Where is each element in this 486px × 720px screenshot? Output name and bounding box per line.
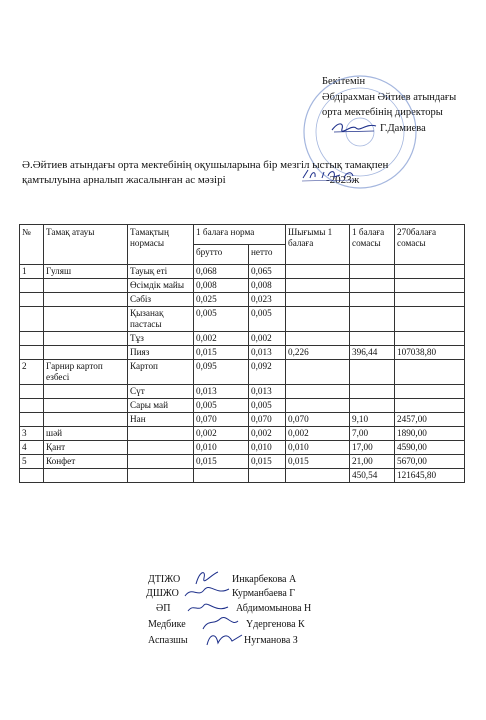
row-number: [20, 332, 44, 346]
cost-one-value: 17,00: [350, 441, 395, 455]
row-number: [20, 293, 44, 307]
yield-value: [286, 385, 350, 399]
row-number: [20, 469, 44, 483]
netto-value: 0,065: [249, 265, 286, 279]
yield-value: [286, 399, 350, 413]
cost-one-value: [350, 293, 395, 307]
row-number: 2: [20, 360, 44, 385]
approval-school: Әбдірахман Әйтиев атындағы: [322, 91, 457, 103]
brutto-value: 0,015: [194, 455, 249, 469]
director-signature-icon: [330, 120, 378, 134]
signer-role: Медбике: [148, 619, 186, 630]
menu-title-line2: қамтылуына арналып жасалынған ас мәзірі: [22, 174, 226, 186]
cost-one-value: [350, 279, 395, 293]
signer-role: Аспазшы: [148, 635, 188, 646]
brutto-value: 0,002: [194, 427, 249, 441]
product-name: Тауық еті: [128, 265, 194, 279]
dish-name: [44, 413, 128, 427]
cost-270-value: [395, 360, 465, 385]
netto-value: 0,005: [249, 307, 286, 332]
table-row: [20, 307, 465, 332]
cost-270-value: [395, 332, 465, 346]
cost-one-value: 396,44: [350, 346, 395, 360]
brutto-value: 0,013: [194, 385, 249, 399]
row-number: 3: [20, 427, 44, 441]
dish-name: [44, 385, 128, 399]
table-row: [20, 279, 465, 293]
brutto-value: 0,095: [194, 360, 249, 385]
dish-name: Гуляш: [44, 265, 128, 279]
netto-value: 0,002: [249, 427, 286, 441]
cost-one-value: [350, 307, 395, 332]
menu-table: [19, 224, 465, 483]
table-row: [20, 455, 465, 469]
brutto-value: 0,015: [194, 346, 249, 360]
dish-name: шәй: [44, 427, 128, 441]
yield-value: [286, 279, 350, 293]
product-name: Картоп: [128, 360, 194, 385]
cost-270-value: 5670,00: [395, 455, 465, 469]
cost-one-value: 7,00: [350, 427, 395, 441]
header-netto: нетто: [249, 245, 286, 265]
row-number: [20, 307, 44, 332]
yield-value: [286, 469, 350, 483]
cost-270-value: 4590,00: [395, 441, 465, 455]
product-name: Нан: [128, 413, 194, 427]
netto-value: 0,092: [249, 360, 286, 385]
approval-director-name: Г.Дамиева: [380, 122, 426, 134]
product-name: [128, 455, 194, 469]
netto-value: 0,008: [249, 279, 286, 293]
dish-name: Қант: [44, 441, 128, 455]
row-number: [20, 279, 44, 293]
cost-270-value: [395, 385, 465, 399]
row-number: [20, 399, 44, 413]
signer-role: ДТІЖО: [148, 574, 181, 585]
cost-one-value: [350, 265, 395, 279]
signer-role: ӘП: [156, 603, 171, 614]
yield-value: [286, 307, 350, 332]
netto-value: 0,013: [249, 346, 286, 360]
cost-270-value: [395, 293, 465, 307]
cost-270-value: [395, 279, 465, 293]
netto-value: 0,013: [249, 385, 286, 399]
table-row: [20, 413, 465, 427]
brutto-value: 0,070: [194, 413, 249, 427]
netto-value: [249, 469, 286, 483]
brutto-value: 0,068: [194, 265, 249, 279]
brutto-value: 0,005: [194, 399, 249, 413]
yield-value: [286, 360, 350, 385]
menu-date: -2023ж: [326, 174, 360, 186]
table-row: [20, 346, 465, 360]
signer-name: Абдимомынова Н: [236, 603, 312, 614]
cost-one-value: [350, 332, 395, 346]
cost-270-value: 1890,00: [395, 427, 465, 441]
menu-table-body: [20, 265, 465, 483]
header-cost-one: 1 балаға сомасы: [350, 225, 395, 265]
dish-name: [44, 279, 128, 293]
product-name: Қызанақ пастасы: [128, 307, 194, 332]
product-name: Сүт: [128, 385, 194, 399]
header-norm: Тамақтың нормасы: [128, 225, 194, 265]
signer-name: Үдергенова К: [246, 619, 305, 630]
dish-name: Конфет: [44, 455, 128, 469]
yield-value: [286, 265, 350, 279]
product-name: Тұз: [128, 332, 194, 346]
cost-one-value: 21,00: [350, 455, 395, 469]
header-dish-name: Тамақ атауы: [44, 225, 128, 265]
cost-270-value: [395, 307, 465, 332]
netto-value: 0,010: [249, 441, 286, 455]
cost-one-value: [350, 385, 395, 399]
dish-name: [44, 399, 128, 413]
brutto-value: [194, 469, 249, 483]
netto-value: 0,015: [249, 455, 286, 469]
signer-name: Инкарбекова А: [232, 574, 297, 585]
cost-270-value: 121645,80: [395, 469, 465, 483]
yield-value: 0,010: [286, 441, 350, 455]
dish-name: [44, 307, 128, 332]
signer-name: Нугманова З: [244, 635, 298, 646]
cost-270-value: 107038,80: [395, 346, 465, 360]
netto-value: 0,070: [249, 413, 286, 427]
header-yield: Шығымы 1 балаға: [286, 225, 350, 265]
brutto-value: 0,005: [194, 307, 249, 332]
yield-value: 0,015: [286, 455, 350, 469]
table-row: [20, 399, 465, 413]
signature-icon: [204, 629, 244, 649]
signer-name: Курманбаева Г: [232, 588, 296, 599]
product-name: [128, 441, 194, 455]
approval-heading: Бекітемін: [322, 76, 366, 87]
header-number: №: [20, 225, 44, 265]
table-header-row: [20, 225, 465, 245]
yield-value: [286, 332, 350, 346]
yield-value: [286, 293, 350, 307]
approval-position: орта мектебінің директоры: [322, 107, 443, 118]
brutto-value: 0,025: [194, 293, 249, 307]
dish-name: [44, 332, 128, 346]
cost-one-value: 9,10: [350, 413, 395, 427]
cost-one-value: 450,54: [350, 469, 395, 483]
cost-270-value: [395, 265, 465, 279]
dish-name: [44, 346, 128, 360]
row-number: [20, 346, 44, 360]
netto-value: 0,005: [249, 399, 286, 413]
row-number: 4: [20, 441, 44, 455]
cost-one-value: [350, 360, 395, 385]
product-name: Сары май: [128, 399, 194, 413]
table-row: [20, 469, 465, 483]
product-name: [128, 469, 194, 483]
table-row: [20, 427, 465, 441]
dish-name: [44, 469, 128, 483]
product-name: Өсімдік майы: [128, 279, 194, 293]
brutto-value: 0,010: [194, 441, 249, 455]
table-row: [20, 332, 465, 346]
handwritten-date-icon: [300, 166, 356, 184]
menu-title-line1: Ә.Әйтиев атындағы орта мектебінің оқушыларына бір мезгіл ыстық тамақпен: [22, 159, 389, 171]
cost-one-value: [350, 399, 395, 413]
header-cost-270: 270балаға сомасы: [395, 225, 465, 265]
product-name: Сәбіз: [128, 293, 194, 307]
row-number: [20, 413, 44, 427]
product-name: [128, 427, 194, 441]
netto-value: 0,002: [249, 332, 286, 346]
cost-270-value: 2457,00: [395, 413, 465, 427]
brutto-value: 0,002: [194, 332, 249, 346]
signer-role: ДШЖО: [146, 588, 179, 599]
table-row: [20, 265, 465, 279]
cost-270-value: [395, 399, 465, 413]
product-name: Пияз: [128, 346, 194, 360]
yield-value: 0,070: [286, 413, 350, 427]
header-brutto: брутто: [194, 245, 249, 265]
menu-title: [22, 158, 462, 188]
row-number: 1: [20, 265, 44, 279]
row-number: [20, 385, 44, 399]
brutto-value: 0,008: [194, 279, 249, 293]
table-row: [20, 441, 465, 455]
dish-name: [44, 293, 128, 307]
netto-value: 0,023: [249, 293, 286, 307]
dish-name: Гарнир картоп езбесі: [44, 360, 128, 385]
yield-value: 0,002: [286, 427, 350, 441]
yield-value: 0,226: [286, 346, 350, 360]
header-per-child-norm: 1 балаға норма: [194, 225, 286, 245]
table-row: [20, 293, 465, 307]
table-row: [20, 385, 465, 399]
row-number: 5: [20, 455, 44, 469]
table-row: [20, 360, 465, 385]
